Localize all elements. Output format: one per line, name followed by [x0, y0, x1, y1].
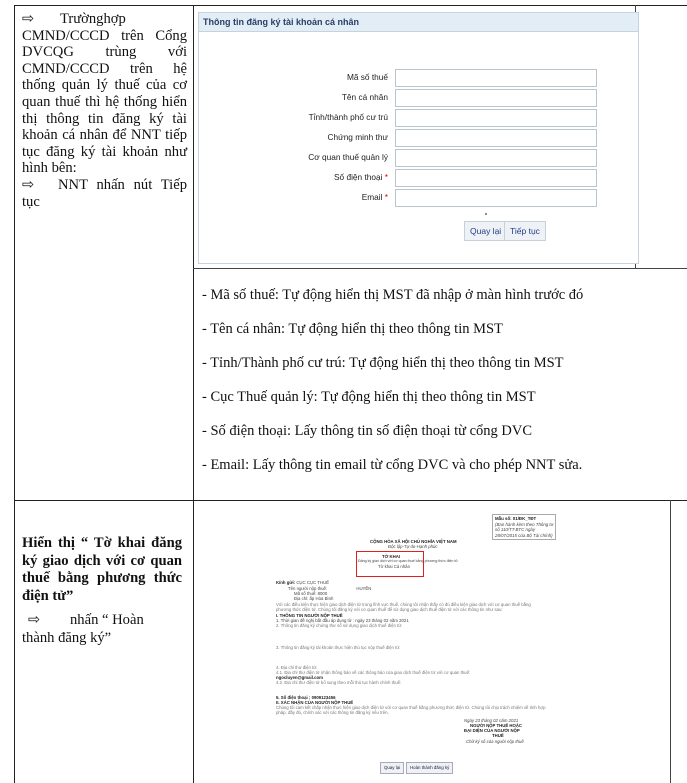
field-row-province — [199, 109, 638, 127]
field-row-tax-office — [199, 149, 638, 167]
field-label: Tên cá nhân — [341, 92, 388, 102]
field-row-name — [199, 89, 638, 107]
placeholder-text: 2. Thông tin đăng ký chứng thư số sử dụng giao dịch thuế điện tử: — [276, 623, 403, 628]
field-label: Cơ quan thuế quản lý — [308, 152, 388, 162]
form-note: số 110/TT-BTC ngày — [495, 527, 536, 533]
field-label: Tỉnh/thành phố cư trú — [308, 112, 388, 122]
name-input[interactable] — [395, 89, 597, 107]
text-line: CMND/CCCD trên hệ — [22, 60, 187, 77]
sign-title: NGƯỜI NỘP THUẾ HOẶC — [470, 723, 523, 728]
phone-input[interactable] — [395, 169, 597, 187]
arrow-icon: ⇨ — [22, 11, 35, 27]
placeholder-text: pháp, đầy đủ, chính xác với các thông tin đăng ký nêu trên. — [276, 710, 389, 715]
placeholder-text: phương thức điện tử. Chúng tôi đăng ký với cơ quan thuế để sử dụng giao dịch thuế điện tử với các thông tin như sau: — [276, 607, 503, 612]
text-line: khoản cá nhân để NNT tiếp — [22, 127, 187, 144]
text-line: DVCQG trùng với — [22, 44, 187, 61]
desc-phone: - Số điện thoại: Lấy thông tin số điện thoại từ cổng DVC — [202, 423, 533, 439]
field-label: Email * — [361, 192, 388, 202]
placeholder-text: Với các điều kiện thực hiện giao dịch điện tử trong lĩnh vực thuế, chúng tôi nhận thấy có đủ điều kiện giao dịch với cơ quan thuế bằng — [276, 602, 531, 607]
doc-right-rule — [670, 500, 671, 783]
doc-subtitle: Đăng ký giao dịch với cơ quan thuế bằng phương thức điện tử — [358, 559, 458, 563]
arrow-icon: ⇨ — [28, 612, 41, 628]
table-divider-column — [193, 5, 194, 783]
arrow-icon: ⇨ — [22, 176, 35, 193]
table-border-left — [14, 5, 15, 783]
nation-header: CỘNG HÒA XÃ HỘI CHỦ NGHĨA VIỆT NAM — [370, 539, 457, 544]
desc-tax-office: - Cục Thuế quản lý: Tự động hiển thị theo thông tin MST — [202, 389, 536, 405]
to-line: Kính gửi: CỤC CỤC THUẾ — [276, 580, 329, 585]
heading-line: điện tử” — [22, 587, 74, 604]
text-line: thống quản lý thuế của cơ — [22, 77, 187, 94]
text-line: tục đăng ký tài khoản như — [22, 143, 187, 160]
heading-line: Hiển thị “ Tờ khai đăng — [22, 535, 182, 551]
field-row-phone — [199, 169, 638, 187]
desc-province: - Tỉnh/Thành phố cư trú: Tự động hiển thị theo thông tin MST — [202, 355, 564, 371]
text-line: CMND/CCCD trên Cổng — [22, 27, 187, 44]
desc-tax-code: - Mã số thuế: Tự động hiển thị MST đã nhập ở màn hình trước đó — [202, 287, 584, 303]
tax-code-line: Mã số thuế: 8000 — [294, 591, 328, 596]
section-2: II. XÁC NHẬN CỦA NGƯỜI NỘP THUẾ — [276, 700, 354, 705]
motto: Độc lập-Tự do-Hạnh phúc — [388, 544, 438, 549]
doc-subtitle: Tờ khai Cá nhân — [378, 564, 410, 569]
text-line: quan thuế thì hệ thống hiển — [22, 93, 187, 110]
text-line: tục — [22, 193, 40, 210]
field-label: Số điện thoại * — [334, 172, 388, 182]
sign-date: Ngày 23 tháng 02 năm 2021 — [464, 718, 519, 723]
section-1: I. THÔNG TIN NGƯỜI NỘP THUẾ — [276, 613, 343, 618]
province-input[interactable] — [395, 109, 597, 127]
table-border-top — [14, 5, 687, 6]
row1-instruction-text — [22, 11, 187, 210]
sign-note: Chữ ký số của người nộp thuế — [466, 739, 524, 744]
form-number-box — [492, 514, 556, 540]
sign-title: THUẾ — [492, 733, 504, 738]
back-button[interactable]: Quay lại — [464, 221, 507, 241]
text-line: nhấn “ Hoàn — [70, 612, 144, 628]
placeholder-text: 4.1. Địa chỉ thư điện tử nhận thông báo về các thông báo của giao dịch thuế điện tử với cơ quan thuế: — [276, 670, 471, 675]
address-line: Địa chỉ: ấp Hòa Bình — [294, 596, 334, 601]
start-date: 1. Thời gian đề nghị bắt đầu áp dụng từ : ngày 23 tháng 02 năm 2021 — [276, 618, 409, 623]
email-input[interactable] — [395, 189, 597, 207]
row2-heading — [22, 535, 182, 605]
form-number: Mẫu số: 01/ĐK_TĐT — [495, 516, 537, 521]
text-line: Trường — [60, 11, 104, 27]
field-label: Chứng minh thư — [327, 132, 388, 142]
taxpayer-name: Tên người nộp thuế: HUYỀN — [288, 586, 372, 591]
text-line: NNT nhấn nút Tiếp — [58, 176, 187, 193]
doc-back-button[interactable]: Quay lại — [380, 762, 404, 774]
row2-action — [22, 612, 187, 647]
field-row-id-card — [199, 129, 638, 147]
desc-email: - Email: Lấy thông tin email từ cổng DVC và cho phép NNT sửa. — [202, 457, 583, 473]
table-divider-row — [14, 500, 687, 501]
heading-line: ký giao dịch với cơ quan — [22, 552, 182, 569]
panel-bottom-rule — [193, 268, 687, 269]
declaration-preview — [274, 512, 564, 776]
decorative-dot — [485, 213, 487, 215]
form-note: (Ban hành kèm theo Thông tư — [495, 521, 554, 527]
tax-office-input[interactable] — [395, 149, 597, 167]
placeholder-text: Chúng tôi cam kết chấp nhận thực hiện giao dịch điện tử với cơ quan thuế bằng phương thức điện tử. Chúng tôi chịu trách nhiệm về tính hợp — [276, 705, 546, 710]
continue-button[interactable]: Tiếp tục — [504, 221, 546, 241]
sign-title: ĐẠI DIỆN CỦA NGƯỜI NỘP — [464, 728, 520, 733]
text-line: hợp — [103, 11, 126, 27]
phone-line: 5. Số điện thoại : 0909123456 — [276, 695, 336, 700]
placeholder-text: 3. Thông tin đăng ký tài khoản thực hiện thủ tục nộp thuế điện tử: — [276, 645, 401, 650]
field-row-email — [199, 189, 638, 207]
doc-title: TỜ KHAI — [382, 554, 400, 559]
heading-line: thuế bằng phương thức — [22, 570, 182, 586]
email-line: ngocluyen@gmail.com — [276, 675, 323, 680]
text-line: thành đăng ký” — [22, 629, 112, 646]
field-label: Mã số thuế — [346, 72, 388, 82]
form-note: 28/07/2015 của Bộ Tài chính) — [495, 532, 553, 538]
placeholder-text: 4.2. Địa chỉ thư điện tử bổ sung theo mỗi thủ tục hành chính thuế: — [276, 680, 402, 685]
id-card-input[interactable] — [395, 129, 597, 147]
text-line: thị thông tin đăng ký tài — [22, 110, 187, 127]
text-line: hình bên: — [22, 160, 77, 177]
account-info-form — [198, 12, 639, 264]
desc-name: - Tên cá nhân: Tự động hiển thị theo thông tin MST — [202, 321, 503, 337]
placeholder-text: 4. Địa chỉ thư điện tử: — [276, 665, 318, 670]
tax-code-input[interactable] — [395, 69, 597, 87]
form-title: Thông tin đăng ký tài khoản cá nhân — [199, 13, 638, 32]
finish-registration-button[interactable]: Hoàn thành đăng ký — [406, 762, 453, 774]
field-row-tax-code — [199, 69, 638, 87]
